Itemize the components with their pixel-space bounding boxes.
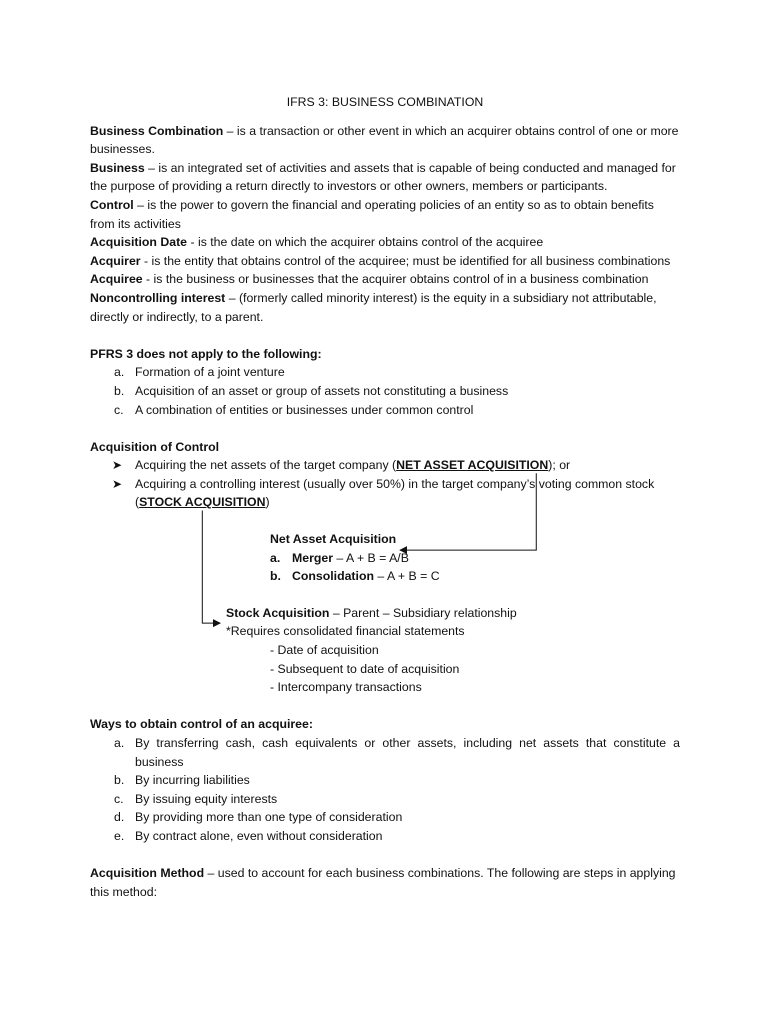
list-item-term: Consolidation xyxy=(292,569,374,584)
definition-text: - is the date on which the acquirer obtains control of the acquiree xyxy=(187,235,544,250)
list-item-text: By contract alone, even without consideration xyxy=(135,828,383,843)
definition-text: – (formerly called minority interest) is the equity in a subsidiary not attributable, directly or indirectly, to a parent. xyxy=(90,290,657,324)
section-heading: Acquisition of Control xyxy=(90,439,220,454)
list-item-text: By providing more than one type of consideration xyxy=(135,810,403,825)
net-asset-acquisition-tag: NET ASSET ACQUISITION xyxy=(396,458,549,473)
definition-term: Noncontrolling interest xyxy=(90,290,226,305)
definition-text: - is the business or businesses that the acquirer obtains control of in a business combination xyxy=(142,272,649,287)
arrow-bullet-icon: ➤ xyxy=(112,476,123,491)
list-marker: a. xyxy=(270,550,281,565)
net-asset-heading: Net Asset Acquisition xyxy=(270,532,397,547)
page-title: IFRS 3: BUSINESS COMBINATION xyxy=(286,95,484,109)
definition-text: – is the power to govern the financial and operating policies of an entity so as to obtain benefits from its activities xyxy=(90,197,654,231)
definition-term: Acquisition Date xyxy=(90,235,188,250)
section-heading: Ways to obtain control of an acquiree: xyxy=(90,717,313,732)
definition-text: - is the entity that obtains control of the acquiree; must be identified for all business combinations xyxy=(140,253,671,268)
acquisition-method-text: – used to account for each business combinations. The following are steps in applying this method: xyxy=(90,866,676,899)
arrow-bullet-icon: ➤ xyxy=(112,458,123,473)
list-marker: d. xyxy=(114,810,125,825)
list-marker: b. xyxy=(270,569,281,584)
definition-term: Acquirer xyxy=(90,253,141,268)
list-item-text: By transferring cash, cash equivalents or other assets, including net assets that constitute a business xyxy=(135,736,680,769)
list-marker: a. xyxy=(114,365,125,380)
list-item-text: Acquisition of an asset or group of assets not constituting a business xyxy=(135,383,509,398)
stock-sub-item: - Intercompany transactions xyxy=(270,680,422,695)
definition-term: Business Combination xyxy=(90,123,224,138)
list-marker: a. xyxy=(114,736,125,750)
stock-sub-item: - Subsequent to date of acquisition xyxy=(270,661,460,676)
stock-acquisition-text: – Parent – Subsidiary relationship xyxy=(329,605,517,620)
list-item-text: A combination of entities or businesses under common control xyxy=(135,402,474,417)
list-marker: b. xyxy=(114,773,125,788)
list-marker: b. xyxy=(114,383,125,398)
definition-term: Control xyxy=(90,197,134,212)
list-item-text: ); or xyxy=(548,458,571,473)
definition-text: – is an integrated set of activities and assets that is capable of being conducted and managed for the purpose of providing a return directly to investors or other owners, members or participants. xyxy=(90,160,676,194)
list-item-text: By incurring liabilities xyxy=(135,773,250,788)
net-asset-connector-arrow xyxy=(400,473,536,550)
stock-sub-item: - Date of acquisition xyxy=(270,643,379,658)
list-marker: e. xyxy=(114,828,125,843)
list-item-text: Acquiring the net assets of the target company ( xyxy=(135,458,397,473)
list-marker: c. xyxy=(114,402,124,417)
stock-acquisition-note: *Requires consolidated financial statements xyxy=(226,624,465,639)
acquisition-method-term: Acquisition Method xyxy=(90,866,205,881)
list-marker: c. xyxy=(114,791,124,806)
list-item-text: Formation of a joint venture xyxy=(135,365,285,380)
definition-text: – is a transaction or other event in which an acquirer obtains control of one or more businesses. xyxy=(90,123,679,157)
list-item-text: By issuing equity interests xyxy=(135,791,278,806)
list-item-term: Merger xyxy=(292,550,334,565)
list-item-text: Acquiring a controlling interest (usually over 50%) in the target company’s voting common stock ( xyxy=(135,476,655,510)
stock-acquisition-term: Stock Acquisition xyxy=(226,605,330,620)
stock-acquisition-tag: STOCK ACQUISITION xyxy=(139,495,266,510)
definition-term: Acquiree xyxy=(90,272,143,287)
definition-term: Business xyxy=(90,160,145,175)
list-item-text: ) xyxy=(265,495,270,510)
list-item-text: – A + B = A/B xyxy=(333,550,409,565)
section-heading: PFRS 3 does not apply to the following: xyxy=(90,346,322,361)
list-item-text: – A + B = C xyxy=(373,569,440,584)
stock-acquisition-connector-arrow xyxy=(202,510,220,623)
